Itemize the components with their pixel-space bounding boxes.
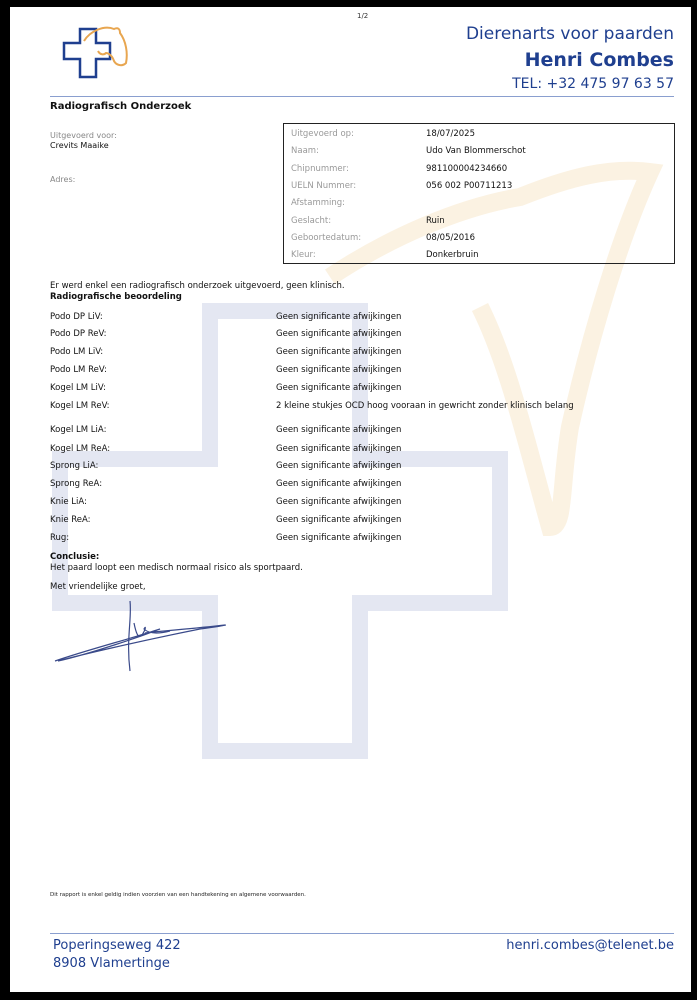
page-number: 1/2 (357, 12, 369, 20)
report-page: 1/2 Dierenarts voor paarden Henri Combes TEL: +32 475 97 63 57 Radiografisch Onderzoek Uitgevoerd voor: Crevits Maaike Adres: Uitgevoerd op: 18/07/2025 Naam: Udo Van Blommerschot Chipnummer: 981100004234660 UELN Nummer: 056 002 P00711213 Afstamming: Geslacht: Ruin Geboortedatum: 08/05/2016 Kleur: Donkerbruin Er werd enkel een radiografisch onderzoek uitgevoerd, geen klinisch. Radiografische beoordeling Podo DP LiV: Geen significante afwijkingen Podo DP ReV: Geen significante afwijkingen Podo LM LiV: Geen significante afwijkingen Podo LM ReV: Geen significante afwijkingen Kogel LM LiV: Geen significante afwijkingen Kogel LM ReV: 2 kleine stukjes OCD hoog vooraan in gewricht zonder klinisch belang Kogel LM LiA: Geen significante afwijkingen Kogel LM ReA: Geen significante afwijkingen Sprong LiA: Geen significante afwijkingen Sprong ReA: Geen significante afwijkingen Knie LiA: Geen significante afwijkingen Knie ReA: Geen significante afwijkingen Rug: Geen significante afwijkingen Conclusie: Het paard loopt een medisch normaal risico als sportpaard. Met vriendelijke groet, Dit rapport is enkel geldig indien voorzien van een handtekening en algemene voorwaarden. Poperingseweg 422 8908 Vlamertinge henri.combes@telenet.be (10, 7, 691, 992)
brand-phone: TEL: +32 475 97 63 57 (512, 76, 674, 92)
disclaimer-text: Dit rapport is enkel geldig indien voorzien van een handtekening en algemene voorwaarden. (50, 892, 306, 898)
conclusion-heading: Conclusie: (50, 552, 100, 562)
client-for-value: Crevits Maaike (50, 141, 109, 150)
horse-info-box: Uitgevoerd op: 18/07/2025 Naam: Udo Van Blommerschot Chipnummer: 981100004234660 UELN Nummer: 056 002 P00711213 Afstamming: Geslacht: Ruin Geboortedatum: 08/05/2016 Kleur: Donkerbruin (283, 123, 675, 264)
brand-name: Henri Combes (524, 49, 674, 71)
findings-heading: Radiografische beoordeling (50, 292, 182, 302)
intro-text: Er werd enkel een radiografisch onderzoek uitgevoerd, geen klinisch. (50, 281, 345, 291)
client-address-label: Adres: (50, 175, 76, 184)
footer-city: 8908 Vlamertinge (53, 956, 170, 971)
brand-subtitle: Dierenarts voor paarden (465, 24, 674, 44)
header-divider (50, 96, 674, 97)
vet-logo-icon (48, 23, 128, 85)
signature-image (50, 599, 240, 684)
closing-text: Met vriendelijke groet, (50, 582, 146, 592)
conclusion-text: Het paard loopt een medisch normaal risico als sportpaard. (50, 563, 303, 573)
footer-email[interactable]: henri.combes@telenet.be (506, 938, 674, 953)
document-title: Radiografisch Onderzoek (50, 101, 192, 112)
footer-street: Poperingseweg 422 (53, 938, 181, 953)
client-for-label: Uitgevoerd voor: (50, 131, 117, 140)
footer-divider (50, 933, 674, 934)
